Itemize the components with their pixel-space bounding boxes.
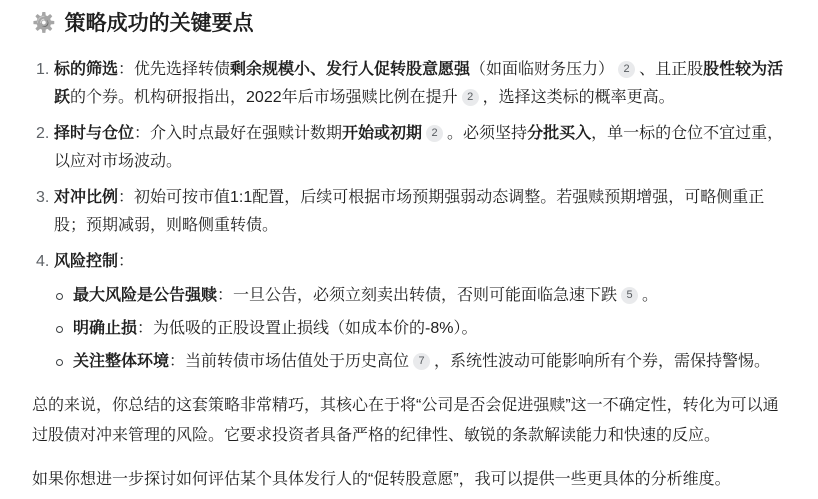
hollow-circle-bullet-icon [56, 326, 63, 333]
sub-list-item-content [73, 282, 790, 310]
citation-badge[interactable]: 2 [618, 61, 635, 78]
body-text: 、且正股 [639, 61, 704, 78]
body-text: ：初始可按市值1:1配置，后续可根据市场预期强弱动态调整。若强赎预期增强，可略侧重正股；预期减弱，则略侧重转债。 [54, 189, 765, 234]
body-text: ：为低吸的正股设置止损线（如成本价的-8%）。 [137, 320, 478, 337]
body-text: ，单一标的仓位不宜过重，以应对市场波动。 [54, 125, 784, 170]
list-number: 3. [36, 189, 50, 206]
section-title: 策略成功的关键要点 [64, 12, 254, 35]
list-number: 2. [36, 125, 50, 142]
emphasis-text: 剩余规模小、发行人促转股意愿强 [230, 61, 471, 78]
list-item-content [54, 184, 790, 240]
body-text: 。 [642, 287, 659, 304]
sub-list-item [54, 348, 790, 376]
sub-list-item-content [73, 348, 790, 376]
emphasis-text: 明确止损 [73, 320, 138, 337]
body-text: ，系统性波动可能影响所有个券，需保持警惕。 [434, 353, 771, 370]
citation-badge[interactable]: 2 [462, 89, 479, 106]
emphasis-text: 对冲比例 [54, 189, 119, 206]
list-item [32, 120, 790, 176]
body-text: ：一旦公告，必须立刻卖出转债，否则可能面临急速下跌 [217, 287, 618, 304]
list-item [32, 248, 790, 381]
summary-paragraph: 总的来说，你总结的这套策略非常精巧，其核心在于将“公司是否会促进强赎”这一不确定性，转化为可以通过股债对冲来管理的风险。它要求投资者具备严格的纪律性、敏锐的条款解读能力和快速的反应。 [32, 397, 779, 444]
body-text: ： [118, 253, 135, 270]
body-text: ：优先选择转债 [118, 61, 231, 78]
emphasis-text: 标的筛选 [54, 61, 119, 78]
body-text: 的个券。机构研报指出，2022年后市场强赎比例在提升 [70, 89, 458, 106]
citation-badge[interactable]: 2 [426, 125, 443, 142]
emphasis-text: 择时与仓位 [54, 125, 135, 142]
key-points-list [32, 56, 790, 381]
citation-badge[interactable]: 5 [621, 287, 638, 304]
emphasis-text: 风险控制 [54, 253, 119, 270]
emphasis-text: 开始或初期 [342, 125, 423, 142]
hollow-circle-bullet-icon [56, 359, 63, 366]
list-number: 1. [36, 61, 50, 78]
citation-badge[interactable]: 7 [413, 353, 430, 370]
emphasis-text: 最大风险是公告强赎 [73, 287, 218, 304]
body-text: ，选择这类标的概率更高。 [482, 89, 675, 106]
list-item-content [54, 56, 790, 112]
hollow-circle-bullet-icon [56, 293, 63, 300]
emphasis-text: 关注整体环境 [73, 353, 170, 370]
section-heading [32, 10, 790, 38]
emphasis-text: 股性较为活跃 [54, 61, 784, 106]
list-item-content [54, 120, 790, 176]
list-number: 4. [36, 253, 50, 270]
sub-list-item [54, 282, 790, 310]
body-text: ：介入时点最好在强赎计数期 [134, 125, 343, 142]
sub-list-item [54, 315, 790, 343]
sub-bullet-list [54, 282, 790, 376]
list-item [32, 56, 790, 112]
body-text: （如面临财务压力） [470, 61, 615, 78]
list-item-content [54, 248, 790, 381]
followup-paragraph: 如果你想进一步探讨如何评估某个具体发行人的“促转股意愿”，我可以提供一些更具体的分析维度。 [32, 471, 731, 488]
list-item [32, 184, 790, 240]
sub-list-item-content [73, 315, 790, 343]
emphasis-text: 分批买入 [527, 125, 592, 142]
body-text: 。必须坚持 [447, 125, 528, 142]
body-text: ：当前转债市场估值处于历史高位 [169, 353, 410, 370]
gear-icon: ⚙️ [32, 13, 56, 34]
